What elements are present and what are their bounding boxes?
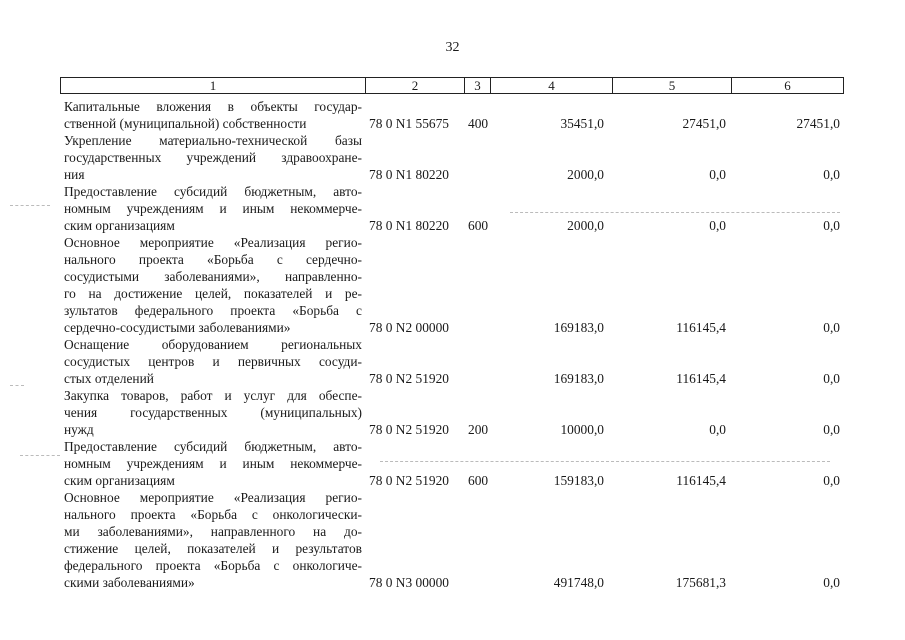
row-code: 78 0 N2 51920 (369, 422, 449, 437)
row-name-line: зультатов федерального проекта «Борьба с (64, 303, 362, 318)
row-name (64, 489, 362, 591)
row-col5: 0,0 (709, 422, 726, 437)
row-col6: 0,0 (823, 218, 840, 233)
row-name-line: номным учреждениям и иным некоммерче- (64, 456, 362, 471)
row-code: 78 0 N2 51920 (369, 371, 449, 386)
row-col6: 0,0 (823, 320, 840, 335)
row-code: 78 0 N1 55675 (369, 116, 449, 131)
row-name-line: нального проекта «Борьба с онкологически- (64, 507, 362, 522)
row-name (64, 183, 362, 234)
row-name-line: скими заболеваниями» (64, 575, 195, 590)
row-name-line: нального проекта «Борьба с сердечно- (64, 252, 362, 267)
row-name-line: Капитальные вложения в объекты государ- (64, 99, 362, 114)
row-name-line: ния (64, 167, 85, 182)
row-col5: 175681,3 (675, 575, 726, 590)
row-name-line: номным учреждениям и иным некоммерче- (64, 201, 362, 216)
header-col-5: 5 (613, 78, 732, 93)
table-header (60, 77, 844, 94)
row-name-line: чения государственных (муниципальных) (64, 405, 362, 420)
row-col6: 0,0 (823, 575, 840, 590)
row-col4: 159183,0 (553, 473, 604, 488)
row-name-line: ским организациям (64, 218, 175, 233)
row-col5: 0,0 (709, 218, 726, 233)
row-col6: 27451,0 (796, 116, 840, 131)
row-name-line: стых отделений (64, 371, 154, 386)
row-name (64, 132, 362, 183)
row-col6: 0,0 (823, 371, 840, 386)
row-name-line: Основное мероприятие «Реализация регио- (64, 235, 362, 250)
row-col4: 35451,0 (560, 116, 604, 131)
row-code: 78 0 N1 80220 (369, 167, 449, 182)
header-col-3: 3 (465, 78, 491, 93)
scan-artifact (10, 385, 24, 387)
row-name-line: ским организациям (64, 473, 175, 488)
scan-artifact (10, 205, 50, 207)
row-col5: 116145,4 (676, 371, 726, 386)
row-col4: 10000,0 (560, 422, 604, 437)
row-col4: 2000,0 (567, 167, 604, 182)
row-col4: 491748,0 (553, 575, 604, 590)
row-col5: 116145,4 (676, 320, 726, 335)
row-name-line: ственной (муниципальной) собственности (64, 116, 307, 131)
row-name-line: государственных учреждений здравоохране- (64, 150, 362, 165)
row-name-line: Оснащение оборудованием региональных (64, 337, 362, 352)
header-col-1: 1 (61, 78, 366, 93)
row-name (64, 336, 362, 387)
row-name-line: Предоставление субсидий бюджетным, авто- (64, 184, 362, 199)
row-name-line: Укрепление материально-технической базы (64, 133, 362, 148)
row-name (64, 438, 362, 489)
header-col-6: 6 (784, 78, 791, 93)
row-name-line: Закупка товаров, работ и услуг для обеспе- (64, 388, 362, 403)
row-col6: 0,0 (823, 422, 840, 437)
row-col4: 169183,0 (553, 371, 604, 386)
row-col5: 27451,0 (682, 116, 726, 131)
row-vr: 200 (468, 422, 489, 437)
row-col4: 2000,0 (567, 218, 604, 233)
scan-artifact (380, 461, 830, 463)
row-name-line: сердечно-сосудистыми заболеваниями» (64, 320, 291, 335)
row-vr: 400 (468, 116, 489, 131)
page-number: 32 (445, 40, 460, 55)
header-col-2: 2 (366, 78, 465, 93)
header-col-4: 4 (491, 78, 613, 93)
row-col5: 0,0 (709, 167, 726, 182)
row-code: 78 0 N1 80220 (369, 218, 449, 233)
row-col6: 0,0 (823, 167, 840, 182)
row-vr: 600 (468, 218, 489, 233)
row-name-line: Предоставление субсидий бюджетным, авто- (64, 439, 362, 454)
row-col5: 116145,4 (676, 473, 726, 488)
scan-artifact (20, 455, 60, 457)
row-code: 78 0 N2 00000 (369, 320, 449, 335)
row-name (64, 387, 362, 438)
scan-artifact (510, 212, 840, 214)
row-name-line: ми заболеваниями», направленного на до- (64, 524, 362, 539)
row-name (64, 234, 362, 336)
row-name-line: сосудистыми заболеваниями», направленно- (64, 269, 362, 284)
row-name-line: Основное мероприятие «Реализация регио- (64, 490, 362, 505)
row-col4: 169183,0 (553, 320, 604, 335)
row-name-line: федерального проекта «Борьба с онкологиче- (64, 558, 362, 573)
row-vr: 600 (468, 473, 489, 488)
row-name-line: сосудистых центров и первичных сосуди- (64, 354, 362, 369)
row-name (64, 98, 362, 132)
row-name-line: го на достижение целей, показателей и ре- (64, 286, 362, 301)
row-name-line: стижение целей, показателей и результатов (64, 541, 362, 556)
row-code: 78 0 N3 00000 (369, 575, 449, 590)
row-name-line: нужд (64, 422, 94, 437)
row-code: 78 0 N2 51920 (369, 473, 449, 488)
row-col6: 0,0 (823, 473, 840, 488)
